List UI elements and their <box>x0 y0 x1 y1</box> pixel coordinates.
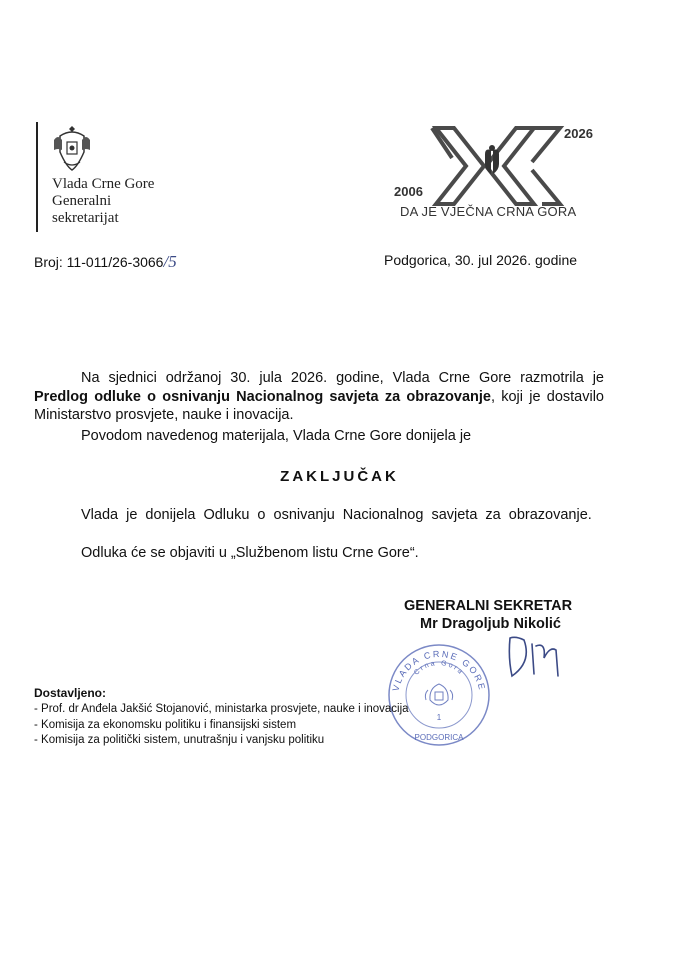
paragraph-session <box>34 369 604 425</box>
coat-of-arms-icon <box>50 122 94 174</box>
stamp-inner-text: Crna Gora <box>413 659 465 677</box>
stamp-bottom-text: PODGORICA <box>414 733 464 742</box>
signatory-name: Mr Dragoljub Nikolić <box>420 616 561 632</box>
proposal-title: Predlog odluke o osnivanju Nacionalnog savjeta za obrazovanje <box>34 388 491 405</box>
signatory-title: GENERALNI SEKRETAR <box>404 598 573 614</box>
place-and-date: Podgorica, 30. jul 2026. godine <box>384 252 578 268</box>
svg-text:VLADA CRNE GORE <box>391 649 488 692</box>
conclusion-heading: ZAKLJUČAK <box>280 468 399 485</box>
reference-number-text: Broj: 11-011/26-3066 <box>34 254 164 270</box>
distribution-item: - Prof. dr Anđela Jakšić Stojanović, ministarka prosvjete, nauke i inovacija <box>34 703 409 715</box>
org-line-3: sekretarijat <box>52 210 119 226</box>
stamp-number: 1 <box>436 713 442 722</box>
logo-year-left: 2006 <box>394 184 423 199</box>
distribution-item: - Komisija za ekonomsku politiku i finansijski sistem <box>34 718 297 731</box>
paragraph-decision: Vlada je donijela Odluku o osnivanju Nacionalnog savjeta za obrazovanje. <box>81 507 592 523</box>
reference-handwritten-suffix: /5 <box>163 252 177 271</box>
reference-number <box>34 252 177 272</box>
distribution-label: Dostavljeno: <box>34 686 107 700</box>
paragraph-publication: Odluka će se objaviti u „Službenom listu Crne Gore“. <box>81 545 419 561</box>
letterhead-motto: DA JE VJEČNA CRNA GORA <box>400 204 577 219</box>
paragraph-adopted: Povodom navedenog materijala, Vlada Crne Gore donijela je <box>81 428 472 444</box>
distribution-list <box>34 702 409 749</box>
handwritten-signature <box>502 632 572 682</box>
org-line-1: Vlada Crne Gore <box>52 176 155 192</box>
org-line-2: Generalni <box>52 193 112 209</box>
stamp-top-text: VLADA CRNE GORE <box>390 648 488 693</box>
letterhead-divider <box>36 122 38 232</box>
paragraph-session-end: , koji je dostavilo Ministarstvo prosvjete, nauke i inovacija. <box>34 388 604 423</box>
distribution-item: - Komisija za politički sistem, unutrašnju i vanjsku politiku <box>34 734 325 746</box>
paragraph-session-start: Na sjednici održanoj 30. jula 2026. godine, Vlada Crne Gore razmotrila je <box>81 370 604 386</box>
organization-name <box>52 176 154 227</box>
logo-year-right: 2026 <box>564 126 593 141</box>
